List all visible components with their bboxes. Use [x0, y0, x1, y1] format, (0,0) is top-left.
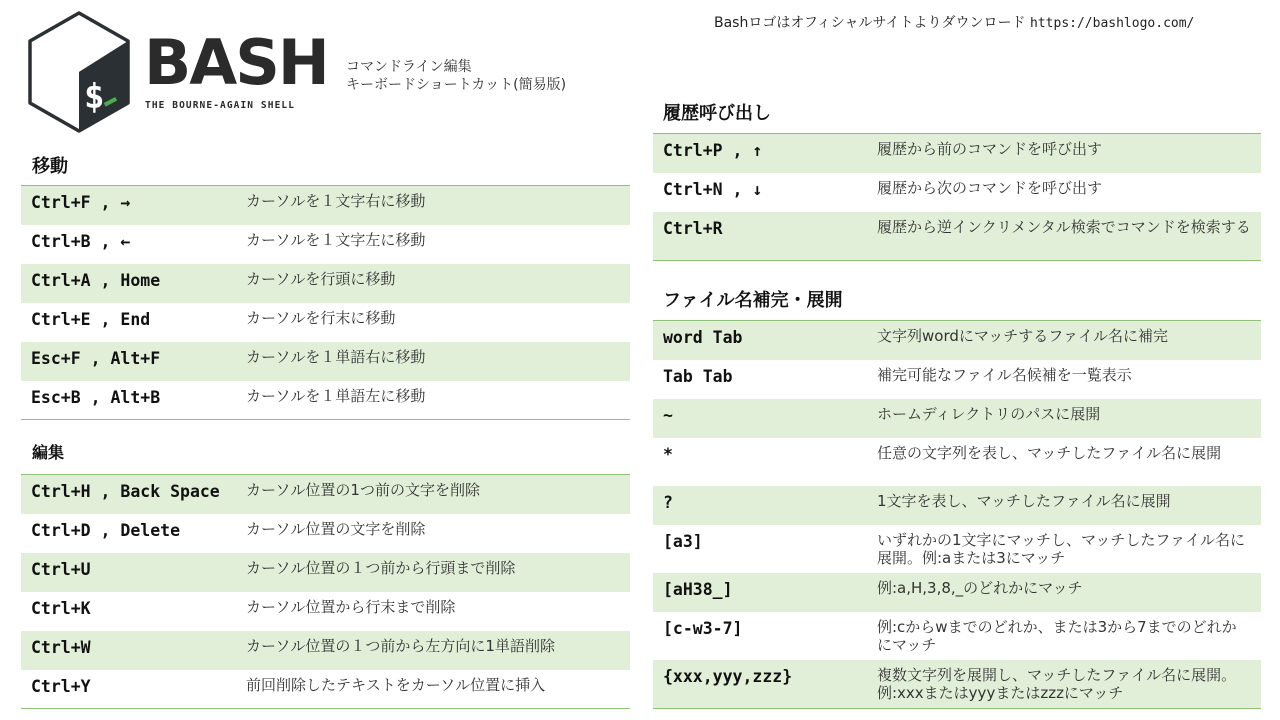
- bash-logo: [24, 10, 328, 134]
- table-move: [21, 185, 630, 420]
- shortcut-key: Ctrl+H , Back Space: [31, 482, 220, 501]
- shortcut-key: Ctrl+Y: [31, 677, 91, 696]
- table-row: [21, 303, 630, 342]
- shortcut-key: [a3]: [663, 532, 703, 551]
- shortcut-key: Ctrl+K: [31, 599, 91, 618]
- shortcut-key: Ctrl+R: [663, 219, 723, 238]
- table-row: [653, 360, 1261, 399]
- shortcut-desc: カーソル位置の１つ前から左方向に1単語削除: [246, 637, 555, 655]
- table-row: [653, 612, 1261, 660]
- shortcut-key: [aH38_]: [663, 580, 733, 599]
- shortcut-key: Esc+F , Alt+F: [31, 349, 161, 368]
- shortcut-key: Ctrl+F , →: [31, 193, 131, 212]
- bash-hexagon-icon: [24, 10, 134, 134]
- section-title-completion: ファイル名補完・展開: [663, 290, 843, 311]
- table-row: [21, 186, 630, 225]
- shortcut-key: Ctrl+P , ↑: [663, 141, 763, 160]
- credit-text: Bashロゴはオフィシャルサイトよりダウンロード: [714, 15, 1026, 31]
- shortcut-key: Ctrl+U: [31, 560, 91, 579]
- shortcut-desc: 複数文字列を展開し、マッチしたファイル名に展開。例:xxxまたはyyyまたはzzzにマッチ: [877, 666, 1237, 702]
- table-completion: [653, 320, 1261, 709]
- table-row: [21, 342, 630, 381]
- shortcut-desc: 補完可能なファイル名候補を一覧表示: [877, 366, 1132, 384]
- page-subtitle: [346, 58, 566, 94]
- shortcut-key: ?: [663, 493, 673, 512]
- table-edit: [21, 474, 630, 709]
- section-title-edit: 編集: [32, 443, 65, 462]
- shortcut-desc: 任意の文字列を表し、マッチしたファイル名に展開: [877, 444, 1222, 462]
- section-title-history: 履歴呼び出し: [663, 103, 771, 124]
- shortcut-desc: カーソルを１単語左に移動: [246, 387, 426, 405]
- shortcut-key: ~: [663, 406, 673, 425]
- shortcut-desc: カーソルを１文字左に移動: [246, 231, 426, 249]
- logo-credit: [714, 12, 1194, 32]
- table-row: [653, 486, 1261, 525]
- shortcut-key: Ctrl+D , Delete: [31, 521, 181, 540]
- shortcut-desc: 文字列wordにマッチするファイル名に補完: [877, 327, 1168, 345]
- table-history: [653, 133, 1261, 261]
- table-row: [653, 212, 1261, 260]
- table-row: [21, 381, 630, 419]
- shortcut-key: Ctrl+W: [31, 638, 91, 657]
- table-row: [653, 399, 1261, 438]
- shortcut-key: *: [663, 445, 673, 464]
- table-row: [21, 475, 630, 514]
- table-row: [21, 631, 630, 670]
- subtitle-line-2: キーボードショートカット(簡易版): [346, 77, 567, 93]
- shortcut-key: Ctrl+N , ↓: [663, 180, 763, 199]
- shortcut-desc: カーソルを行末に移動: [246, 309, 396, 327]
- table-row: [21, 264, 630, 303]
- shortcut-desc: 1文字を表し、マッチしたファイル名に展開: [877, 492, 1171, 510]
- shortcut-key: word Tab: [663, 328, 743, 347]
- table-row: [653, 573, 1261, 612]
- shortcut-desc: カーソル位置の文字を削除: [246, 520, 426, 538]
- shortcut-desc: 履歴から前のコマンドを呼び出す: [877, 140, 1103, 158]
- shortcut-key: Ctrl+B , ←: [31, 232, 131, 251]
- shortcut-desc: 履歴から逆インクリメンタル検索でコマンドを検索する: [877, 218, 1251, 236]
- table-row: [653, 173, 1261, 212]
- table-row: [21, 553, 630, 592]
- logo-tagline: THE BOURNE-AGAIN SHELL: [145, 100, 296, 111]
- table-row: [21, 514, 630, 553]
- shortcut-desc: カーソル位置の1つ前の文字を削除: [246, 481, 480, 499]
- table-row: [653, 660, 1261, 708]
- table-row: [653, 525, 1261, 573]
- table-row: [21, 670, 630, 708]
- shortcut-key: Tab Tab: [663, 367, 733, 386]
- section-title-move: 移動: [32, 156, 68, 177]
- shortcut-key: Esc+B , Alt+B: [31, 388, 161, 407]
- credit-url[interactable]: https://bashlogo.com/: [1030, 16, 1195, 31]
- table-row: [653, 321, 1261, 360]
- shortcut-desc: 例:cからwまでのどれか、または3から7までのどれかにマッチ: [877, 618, 1237, 654]
- shortcut-desc: カーソルを行頭に移動: [246, 270, 396, 288]
- logo-wordmark: BASH: [144, 26, 328, 99]
- shortcut-desc: カーソルを１単語右に移動: [246, 348, 426, 366]
- shortcut-desc: 履歴から次のコマンドを呼び出す: [877, 179, 1103, 197]
- shortcut-desc: カーソル位置の１つ前から行頭まで削除: [246, 559, 516, 577]
- shortcut-desc: いずれかの1文字にマッチし、マッチしたファイル名に展開。例:aまたは3にマッチ: [877, 531, 1246, 567]
- shortcut-key: Ctrl+E , End: [31, 310, 151, 329]
- shortcut-desc: 前回削除したテキストをカーソル位置に挿入: [246, 676, 546, 694]
- table-row: [21, 592, 630, 631]
- shortcut-key: {xxx,yyy,zzz}: [663, 667, 793, 686]
- shortcut-key: [c-w3-7]: [663, 619, 743, 638]
- shortcut-key: Ctrl+A , Home: [31, 271, 161, 290]
- shortcut-desc: ホームディレクトリのパスに展開: [877, 405, 1101, 423]
- subtitle-line-1: コマンドライン編集: [346, 59, 472, 75]
- dollar-glyph: $: [84, 77, 105, 117]
- table-row: [653, 134, 1261, 173]
- shortcut-desc: カーソルを１文字右に移動: [246, 192, 426, 210]
- shortcut-desc: 例:a,H,3,8,_のどれかにマッチ: [877, 579, 1083, 597]
- shortcut-desc: カーソル位置から行末まで削除: [246, 598, 456, 616]
- table-row: [653, 438, 1261, 486]
- table-row: [21, 225, 630, 264]
